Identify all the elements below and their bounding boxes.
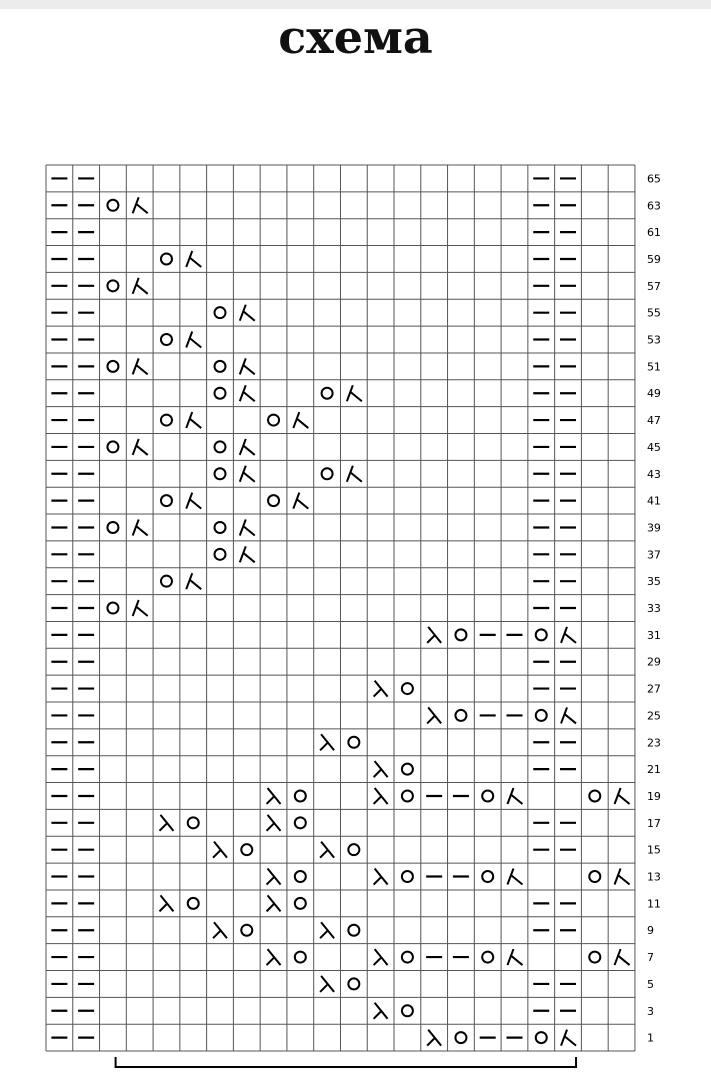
k2tog-stitch [561,1030,576,1046]
yarn-over-stitch [215,441,226,452]
ssk-stitch [374,761,388,777]
k2tog-stitch [240,439,255,455]
row-number-label: 1 [646,1031,654,1045]
ssk-stitch [213,842,227,858]
yarn-over-stitch [215,388,226,399]
yarn-over-stitch [161,576,172,587]
yarn-over-stitch [482,790,493,801]
ssk-stitch [374,949,388,965]
k2tog-stitch [240,305,255,321]
yarn-over-stitch [215,361,226,372]
k2tog-stitch [615,949,630,965]
yarn-over-stitch [107,603,118,614]
k2tog-stitch [615,869,630,885]
ssk-stitch [159,815,173,831]
yarn-over-stitch [402,952,413,963]
yarn-over-stitch [295,871,306,882]
row-number-label: 47 [646,414,661,428]
yarn-over-stitch [402,871,413,882]
ssk-stitch [320,734,334,750]
k2tog-stitch [240,466,255,482]
yarn-over-stitch [482,871,493,882]
yarn-over-stitch [215,522,226,533]
k2tog-stitch [507,788,522,804]
yarn-over-stitch [295,790,306,801]
yarn-over-stitch [188,898,199,909]
yarn-over-stitch [402,764,413,775]
yarn-over-stitch [241,844,252,855]
k2tog-stitch [186,251,201,267]
yarn-over-stitch [161,334,172,345]
ssk-stitch [213,922,227,938]
row-number-label: 19 [646,789,661,803]
yarn-over-stitch [455,629,466,640]
row-number-label: 15 [646,843,661,857]
k2tog-stitch [133,358,148,374]
k2tog-stitch [240,358,255,374]
yarn-over-stitch [295,898,306,909]
row-number-label: 37 [646,548,661,562]
row-number-label: 3 [646,1004,654,1018]
yarn-over-stitch [589,952,600,963]
k2tog-stitch [240,519,255,535]
row-number-label: 61 [646,226,661,240]
row-number-label: 31 [646,628,661,642]
k2tog-stitch [186,412,201,428]
yarn-over-stitch [589,790,600,801]
row-number-label: 33 [646,602,661,616]
ssk-stitch [374,681,388,697]
yarn-over-stitch [402,1005,413,1016]
row-number-label: 5 [646,977,654,991]
row-number-label: 25 [646,709,661,723]
yarn-over-stitch [402,683,413,694]
row-number-label: 39 [646,521,661,535]
yarn-over-stitch [161,495,172,506]
ssk-stitch [374,788,388,804]
k2tog-stitch [507,869,522,885]
ssk-stitch [374,1003,388,1019]
ssk-stitch [267,815,281,831]
yarn-over-stitch [241,925,252,936]
row-number-label: 45 [646,440,661,454]
k2tog-stitch [133,600,148,616]
k2tog-stitch [615,788,630,804]
yarn-over-stitch [188,817,199,828]
yarn-over-stitch [215,549,226,560]
row-number-label: 29 [646,655,661,669]
yarn-over-stitch [322,468,333,479]
k2tog-stitch [561,707,576,723]
yarn-over-stitch [536,1032,547,1043]
yarn-over-stitch [107,200,118,211]
row-number-label: 57 [646,279,661,293]
k2tog-stitch [347,385,362,401]
k2tog-stitch [240,546,255,562]
k2tog-stitch [561,627,576,643]
row-number-label: 53 [646,333,661,347]
row-number-label: 35 [646,575,661,589]
yarn-over-stitch [589,871,600,882]
yarn-over-stitch [348,844,359,855]
k2tog-stitch [293,493,308,509]
yarn-over-stitch [455,1032,466,1043]
row-number-label: 23 [646,736,661,750]
yarn-over-stitch [215,468,226,479]
k2tog-stitch [186,573,201,589]
row-number-label: 49 [646,387,661,401]
row-number-label: 63 [646,199,661,213]
yarn-over-stitch [161,253,172,264]
k2tog-stitch [347,466,362,482]
k2tog-stitch [133,519,148,535]
row-number-label: 11 [646,897,661,911]
yarn-over-stitch [455,710,466,721]
k2tog-stitch [186,332,201,348]
ssk-stitch [267,949,281,965]
k2tog-stitch [507,949,522,965]
yarn-over-stitch [536,710,547,721]
ssk-stitch [320,976,334,992]
ssk-stitch [427,1030,441,1046]
yarn-over-stitch [107,280,118,291]
k2tog-stitch [186,493,201,509]
k2tog-stitch [133,197,148,213]
yarn-over-stitch [402,790,413,801]
ssk-stitch [374,869,388,885]
yarn-over-stitch [348,925,359,936]
yarn-over-stitch [107,522,118,533]
row-number-label: 21 [646,763,661,777]
row-number-label: 17 [646,816,661,830]
yarn-over-stitch [107,441,118,452]
row-number-label: 27 [646,682,661,696]
yarn-over-stitch [107,361,118,372]
ssk-stitch [267,869,281,885]
yarn-over-stitch [268,415,279,426]
ssk-stitch [267,788,281,804]
ssk-stitch [159,895,173,911]
k2tog-stitch [293,412,308,428]
yarn-over-stitch [268,495,279,506]
row-number-label: 7 [646,951,654,965]
yarn-over-stitch [295,817,306,828]
yarn-over-stitch [295,952,306,963]
yarn-over-stitch [348,737,359,748]
page-title: схема [278,10,433,64]
row-number-label: 51 [646,360,661,374]
ssk-stitch [320,842,334,858]
k2tog-stitch [240,385,255,401]
ssk-stitch [427,627,441,643]
k2tog-stitch [133,439,148,455]
k2tog-stitch [133,278,148,294]
row-number-label: 13 [646,870,661,884]
yarn-over-stitch [215,307,226,318]
ssk-stitch [267,895,281,911]
yarn-over-stitch [348,978,359,989]
row-number-label: 43 [646,467,661,481]
yarn-over-stitch [536,629,547,640]
yarn-over-stitch [482,952,493,963]
repeat-bracket [116,1057,576,1067]
yarn-over-stitch [322,388,333,399]
ssk-stitch [320,922,334,938]
row-number-label: 41 [646,494,661,508]
row-number-label: 9 [646,924,654,938]
row-number-label: 59 [646,252,661,266]
yarn-over-stitch [161,415,172,426]
row-number-label: 55 [646,306,661,320]
row-number-label: 65 [646,172,661,186]
ssk-stitch [427,707,441,723]
